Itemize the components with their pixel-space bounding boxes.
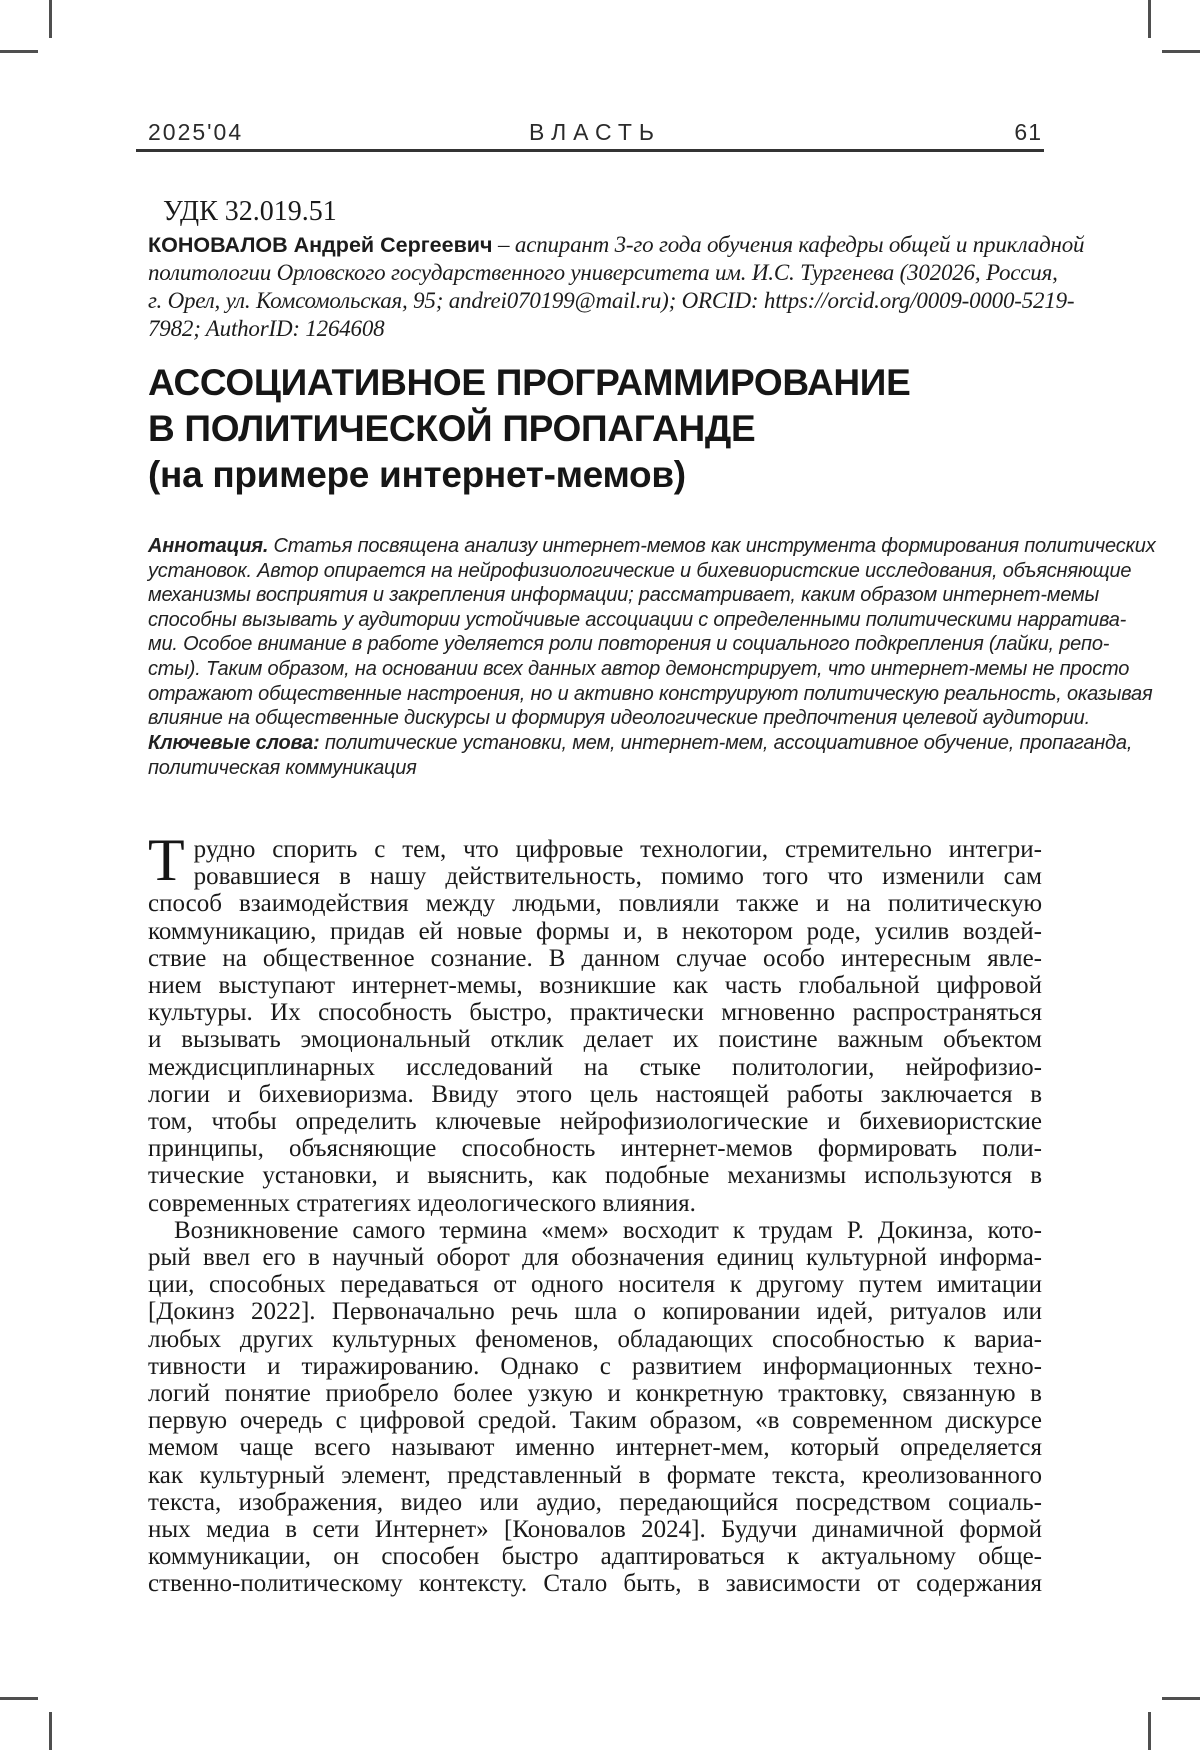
text-line: способ взаимодействия между людьми, повлияли также и на политическую (148, 890, 1042, 918)
text-line: Аннотация. Статья посвящена анализу интернет-мемов как инструмента формирования политических (148, 535, 1156, 557)
text-line: [Докинз 2022]. Первоначально речь шла о копировании идей, ритуалов или (148, 1298, 1042, 1326)
line-label: Ключевые слова: (148, 732, 320, 754)
udc-code: УДК 32.019.51 (163, 196, 337, 227)
crop-mark-bottom-right-horizontal (1162, 1697, 1200, 1700)
page-number: 61 (1014, 119, 1042, 145)
text-line: сты). Таким образом, на основании всех данных автор демонстрирует, что интернет-мемы не просто (148, 657, 1130, 680)
text-line: г. Орел, ул. Комсомольская, 95; andrei070199@mail.ru); ORCID: https://orcid.org/0009-0000-5219- (148, 288, 1075, 313)
keywords-block (148, 731, 1133, 780)
crop-mark-top-right-horizontal (1162, 50, 1200, 53)
article-body (148, 827, 1042, 1598)
text-line: культуры. Их способность быстро, практически мгновенно распространяться (148, 999, 1042, 1027)
text-line: способны вызывать у аудитории устойчивые ассоциации с определенными политическими нарратива- (148, 608, 1127, 631)
text-line: ции, способных передаваться от одного носителя к другому путем имитации (148, 1271, 1042, 1299)
crop-mark-bottom-left-vertical (49, 1712, 52, 1750)
crop-mark-bottom-right-vertical (1148, 1712, 1151, 1750)
text-line: установок. Автор опирается на нейрофизиологические и бихевиористские исследования, объясняющие (148, 559, 1132, 582)
line-label: КОНОВАЛОВ Андрей Сергеевич (148, 233, 493, 257)
crop-mark-bottom-left-horizontal (0, 1697, 38, 1700)
text-line: мемом чаще всего называют именно интернет-мем, который определяется (148, 1434, 1042, 1462)
text-line: современных стратегиях идеологического влияния. (148, 1189, 696, 1217)
text-line: том, чтобы определить ключевые нейрофизиологические и бихевиористские (148, 1108, 1042, 1136)
header-rule (136, 149, 1044, 152)
text-line: ствие на общественное сознание. В данном случае особо интересным явле- (148, 944, 1042, 972)
text-line: политологии Орловского государственного университета им. И.С. Тургенева (302026, Россия, (148, 260, 1058, 285)
text-line: ми. Особое внимание в работе уделяется роли повторения и социального подкрепления (лайки, репо- (148, 633, 1110, 656)
text-line: нием выступают интернет-мемы, возникшие как часть глобальной цифровой (148, 972, 1042, 1000)
text-line: механизмы восприятия и закрепления информации; рассматривает, каким образом интернет-мемы (148, 584, 1100, 607)
text-line: первую очередь с цифровой средой. Таким образом, «в современном дискурсе (148, 1407, 1042, 1435)
author-block (148, 231, 1085, 343)
line-label: Аннотация. (148, 535, 269, 557)
text-line: Возникновение самого термина «мем» восходит к трудам Р. Докинза, кото- (174, 1216, 1042, 1244)
text-line: КОНОВАЛОВ Андрей Сергеевич – аспирант 3-го года обучения кафедры общей и прикладной (148, 232, 1085, 257)
text-line: В ПОЛИТИЧЕСКОЙ ПРОПАГАНДЕ (148, 408, 756, 449)
text-line: отражают общественные настроения, но и активно конструируют политическую реальность, оказывая (148, 682, 1153, 705)
text-line: коммуникации, он способен быстро адаптироваться к актуальному обще- (148, 1543, 1042, 1571)
body-paragraph-1 (148, 827, 1042, 1217)
text-line: тивности и тиражированию. Однако с развитием информационных техно- (148, 1352, 1042, 1380)
text-line: (на примере интернет-мемов) (148, 454, 686, 495)
issue-number: 2025'04 (148, 119, 244, 145)
text-line: как культурный элемент, представленный в формате текста, креолизованного (148, 1461, 1042, 1489)
text-line: АССОЦИАТИВНОЕ ПРОГРАММИРОВАНИЕ (148, 362, 911, 403)
text-line: и вызывать эмоциональный отклик делает их поистине важным объектом (148, 1026, 1042, 1054)
text-line: текста, изображения, видео или аудио, передающийся посредством социаль- (148, 1488, 1042, 1516)
text-line: 7982; AuthorID: 1264608 (148, 316, 385, 341)
text-line: любых других культурных феноменов, обладающих способностью к вариа- (148, 1325, 1042, 1353)
dropcap-letter: Т (148, 827, 185, 893)
text-line: Ключевые слова: политические установки, мем, интернет-мем, ассоциативное обучение, пропаганда, (148, 732, 1133, 754)
body-paragraph-2 (148, 1217, 1042, 1598)
crop-mark-top-left-vertical (49, 0, 52, 38)
text-line: ных медиа в сети Интернет» [Коновалов 2024]. Будучи динамичной формой (148, 1516, 1042, 1544)
crop-mark-top-right-vertical (1148, 0, 1151, 38)
text-line: междисциплинарных исследований на стыке политологии, нейрофизио- (148, 1053, 1042, 1081)
text-line: принципы, объясняющие способность интернет-мемов формировать поли- (148, 1135, 1042, 1163)
abstract-block (148, 534, 1156, 731)
running-head (148, 119, 1042, 146)
text-line: коммуникацию, придав ей новые формы и, в некотором роде, усилив воздей- (148, 917, 1042, 945)
text-line: ственно-политическому контексту. Стало быть, в зависимости от содержания (148, 1570, 1042, 1598)
text-line: логий понятие приобрело более узкую и конкретную трактовку, связанную в (148, 1380, 1042, 1408)
text-line: влияние на общественные дискурсы и формируя идеологические предпочтения целевой аудитории. (148, 707, 1090, 730)
crop-mark-top-left-horizontal (0, 50, 38, 53)
text-line: рый ввел его в научный оборот для обозначения единиц культурной информа- (148, 1244, 1042, 1272)
text-line: политическая коммуникация (148, 756, 417, 779)
text-line: тические установки, и выяснить, как подобные механизмы используются в (148, 1162, 1042, 1190)
text-line: логии и бихевиоризма. Ввиду этого цель настоящей работы заключается в (148, 1080, 1042, 1108)
text-line: ровавшиеся в нашу действительность, помимо того что изменили сам (193, 863, 1042, 891)
article-title (148, 360, 1042, 498)
text-line: рудно спорить с тем, что цифровые технологии, стремительно интегри- (193, 836, 1042, 863)
journal-title: ВЛАСТЬ (528, 119, 661, 145)
